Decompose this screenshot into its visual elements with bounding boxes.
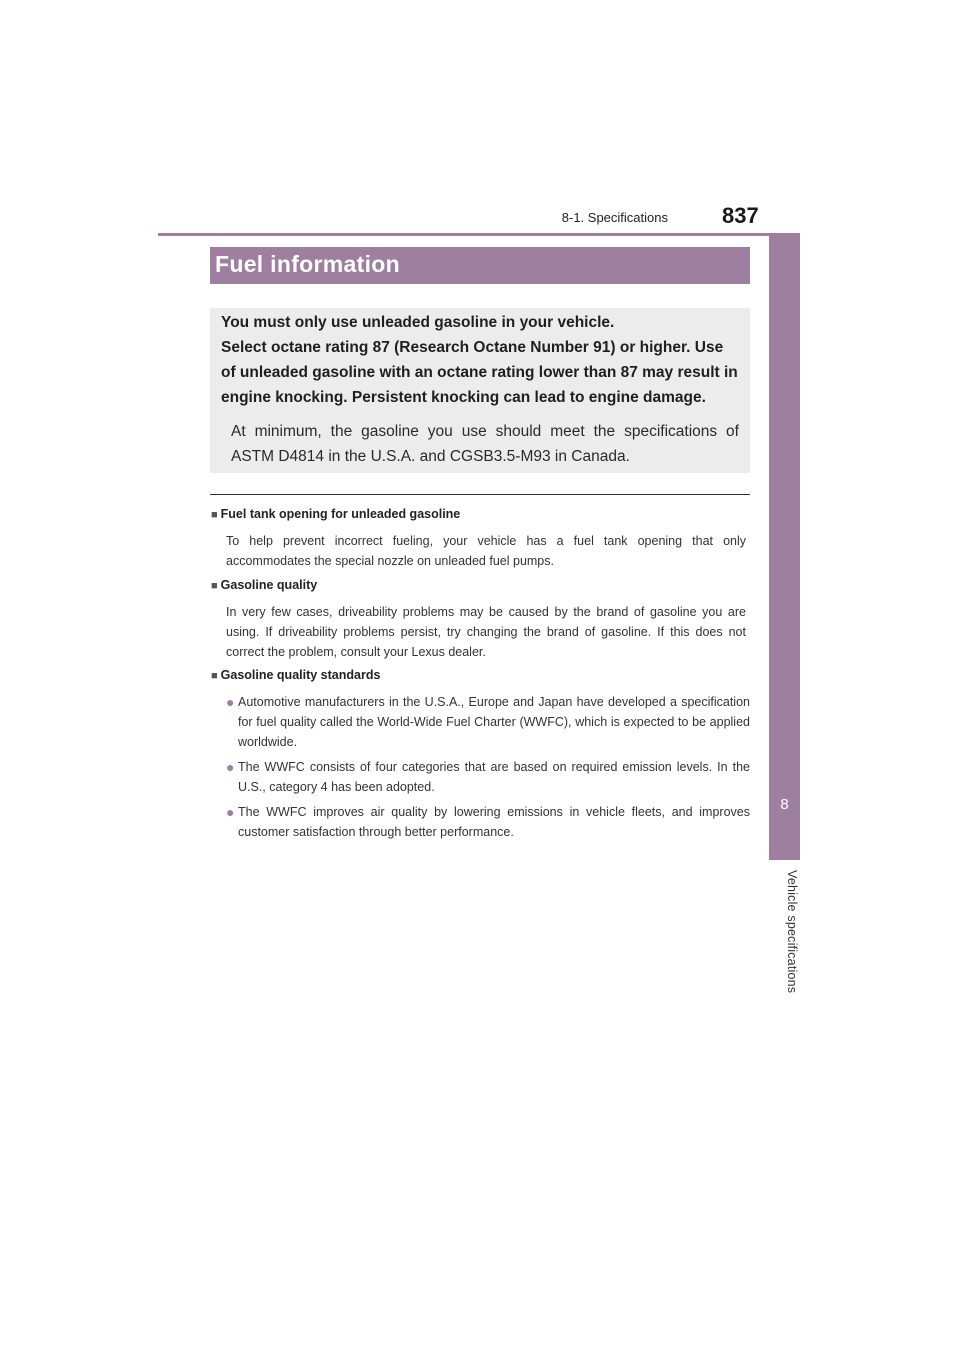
square-bullet-icon: ■	[211, 670, 218, 682]
section-heading	[211, 578, 317, 592]
list-item	[226, 757, 750, 797]
section-label: 8-1. Specifications	[561, 210, 668, 225]
section-heading-text: Gasoline quality standards	[220, 668, 381, 682]
chapter-tab	[769, 236, 800, 860]
section-heading	[211, 507, 460, 521]
page-number: 837	[722, 203, 759, 228]
info-line-3: of unleaded gasoline with an octane rating lower than 87 may result in	[221, 364, 738, 381]
circle-bullet-icon: ●	[226, 759, 235, 775]
page-title: Fuel information	[215, 251, 400, 277]
fuel-info-box	[210, 308, 750, 473]
header-rule	[158, 233, 800, 236]
info-line-1: You must only use unleaded gasoline in your vehicle.	[221, 314, 615, 331]
list-item	[226, 692, 750, 752]
list-item	[226, 802, 750, 842]
circle-bullet-icon: ●	[226, 804, 235, 820]
section-body: To help prevent incorrect fueling, your vehicle has a fuel tank opening that only accommodates the special nozzle on unleaded fuel pumps.	[226, 534, 746, 568]
chapter-number: 8	[780, 796, 789, 813]
page-title-bar	[210, 247, 750, 284]
info-note: At minimum, the gasoline you use should meet the specifications of ASTM D4814 in the U.S.A. and CGSB3.5-M93 in Canada.	[231, 423, 739, 465]
info-line-4: engine knocking. Persistent knocking can lead to engine damage.	[221, 389, 706, 406]
section-heading-text: Gasoline quality	[220, 578, 318, 592]
square-bullet-icon: ■	[211, 509, 218, 521]
section-body: In very few cases, driveability problems may be caused by the brand of gasoline you are using. If driveability problems persist, try changing the brand of gasoline. If this does not correct the problem, consult your Lexus dealer.	[226, 605, 746, 659]
list-item-text: The WWFC improves air quality by lowering emissions in vehicle fleets, and improves customer satisfaction through better performance.	[238, 805, 750, 839]
section-heading-text: Fuel tank opening for unleaded gasoline	[220, 507, 461, 521]
list-item-text: Automotive manufacturers in the U.S.A., Europe and Japan have developed a specification for fuel quality called the World-Wide Fuel Charter (WWFC), which is expected to be applied worldwide.	[238, 695, 750, 749]
info-line-2: Select octane rating 87 (Research Octane Number 91) or higher. Use	[221, 339, 724, 356]
circle-bullet-icon: ●	[226, 694, 235, 710]
square-bullet-icon: ■	[211, 580, 218, 592]
list-item-text: The WWFC consists of four categories that are based on required emission levels. In the U.S., category 4 has been adopted.	[238, 760, 750, 794]
section-divider	[210, 494, 750, 495]
chapter-label: Vehicle specifications	[785, 870, 799, 994]
section-heading	[211, 668, 380, 682]
